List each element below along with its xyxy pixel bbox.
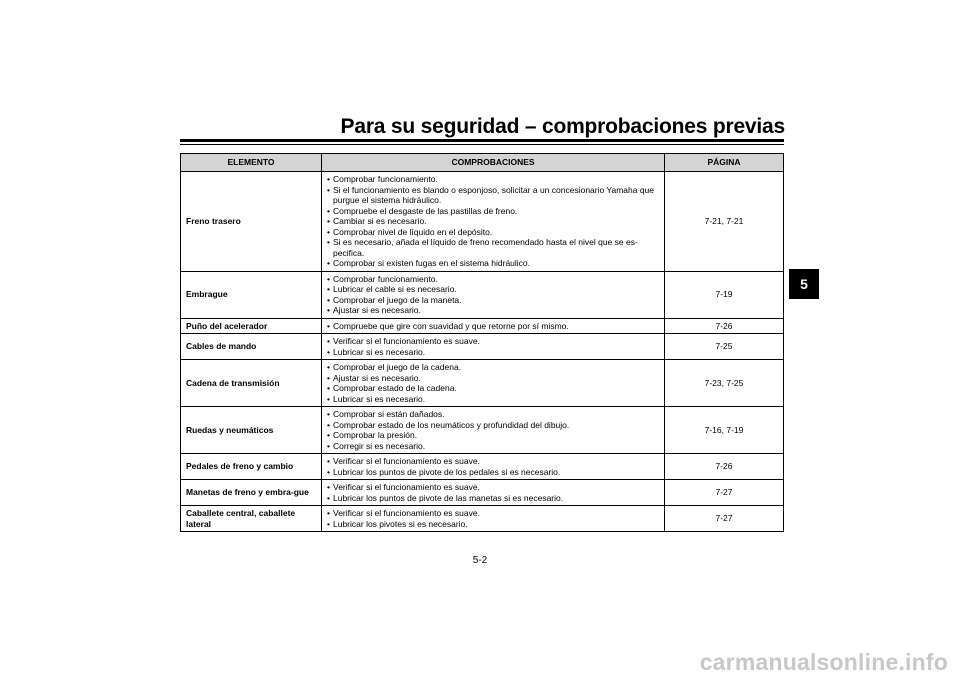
row-element: Manetas de freno y embra-gue xyxy=(181,480,322,506)
check-list xyxy=(327,321,659,332)
check-text: Verificar si el funcionamiento es suave. xyxy=(333,456,480,466)
check-list xyxy=(327,409,659,451)
column-header-element: ELEMENTO xyxy=(181,154,322,172)
check-item xyxy=(327,467,659,478)
check-item xyxy=(327,258,659,269)
check-list xyxy=(327,482,659,503)
check-item xyxy=(327,493,659,504)
check-item xyxy=(327,305,659,316)
check-text: Verificar si el funcionamiento es suave. xyxy=(333,336,480,346)
check-text: Comprobar el juego de la maneta. xyxy=(333,294,462,305)
table-body xyxy=(181,172,784,532)
table-row xyxy=(181,480,784,506)
check-list xyxy=(327,456,659,477)
check-item xyxy=(327,321,659,332)
row-checks xyxy=(322,334,665,360)
row-element: Ruedas y neumáticos xyxy=(181,407,322,454)
table-row xyxy=(181,506,784,532)
check-item xyxy=(327,274,659,285)
check-text: Comprobar la presión. xyxy=(333,430,418,440)
row-checks xyxy=(322,454,665,480)
check-item xyxy=(327,227,659,238)
row-page: 7-16, 7-19 xyxy=(665,407,784,454)
check-item xyxy=(327,456,659,467)
row-page: 7-19 xyxy=(665,271,784,318)
check-item xyxy=(327,284,659,295)
row-checks xyxy=(322,318,665,334)
check-list xyxy=(327,174,659,269)
check-list xyxy=(327,274,659,316)
check-text: Comprobar estado de la cadena. xyxy=(333,383,457,393)
row-element: Embrague xyxy=(181,271,322,318)
row-page: 7-23, 7-25 xyxy=(665,360,784,407)
check-item xyxy=(327,441,659,452)
title-rule-thin xyxy=(180,144,784,145)
check-list xyxy=(327,508,659,529)
row-checks xyxy=(322,271,665,318)
check-text: Si el funcionamiento es blando o esponjoso, solicitar a un concesionario Yamaha que purgue el sistema hidráulico. xyxy=(333,184,655,205)
row-element: Caballete central, caballete lateral xyxy=(181,506,322,532)
check-text: Compruebe que gire con suavidad y que retorne por sí mismo. xyxy=(333,320,569,331)
table-row xyxy=(181,334,784,360)
check-item xyxy=(327,216,659,227)
row-checks xyxy=(322,172,665,272)
check-text: Comprobar funcionamiento. xyxy=(333,273,438,284)
check-text: Ajustar si es necesario. xyxy=(333,305,421,315)
check-item xyxy=(327,482,659,493)
table-row xyxy=(181,407,784,454)
check-list xyxy=(327,362,659,404)
row-page: 7-25 xyxy=(665,334,784,360)
check-item xyxy=(327,508,659,519)
check-text: Lubricar el cable si es necesario. xyxy=(333,284,457,294)
row-element: Freno trasero xyxy=(181,172,322,272)
check-item xyxy=(327,206,659,217)
check-text: Comprobar si existen fugas en el sistema hidráulico. xyxy=(333,258,531,268)
row-checks xyxy=(322,407,665,454)
row-element: Puño del acelerador xyxy=(181,318,322,334)
row-element: Pedales de freno y cambio xyxy=(181,454,322,480)
row-page: 7-27 xyxy=(665,506,784,532)
checks-table xyxy=(180,153,784,532)
check-item xyxy=(327,373,659,384)
row-element: Cadena de transmisión xyxy=(181,360,322,407)
check-item xyxy=(327,394,659,405)
table-row xyxy=(181,454,784,480)
check-item xyxy=(327,409,659,420)
check-text: Comprobar estado de los neumáticos y profundidad del dibujo. xyxy=(333,419,570,430)
check-text: Si es necesario, añada el líquido de freno recomendado hasta el nivel que se es-pecifica. xyxy=(333,237,638,258)
check-text: Comprobar nivel de líquido en el depósito. xyxy=(333,226,493,237)
check-item xyxy=(327,237,659,258)
check-item xyxy=(327,347,659,358)
chapter-tab[interactable]: 5 xyxy=(789,269,819,299)
check-item xyxy=(327,519,659,530)
check-item xyxy=(327,174,659,185)
row-checks xyxy=(322,506,665,532)
check-text: Lubricar si es necesario. xyxy=(333,346,426,357)
check-item xyxy=(327,362,659,373)
table-header-row xyxy=(181,154,784,172)
check-text: Verificar si el funcionamiento es suave. xyxy=(333,508,480,518)
check-text: Cambiar si es necesario. xyxy=(333,216,427,226)
table-row xyxy=(181,172,784,272)
check-text: Corregir si es necesario. xyxy=(333,440,426,451)
check-text: Verificar si el funcionamiento es suave. xyxy=(333,482,480,492)
watermark[interactable]: carmanualsonline.info xyxy=(699,649,948,675)
check-item xyxy=(327,295,659,306)
row-checks xyxy=(322,360,665,407)
row-element: Cables de mando xyxy=(181,334,322,360)
table-row xyxy=(181,318,784,334)
check-text: Compruebe el desgaste de las pastillas de freno. xyxy=(333,205,518,216)
table-row xyxy=(181,360,784,407)
check-item xyxy=(327,383,659,394)
check-item xyxy=(327,420,659,431)
check-text: Lubricar los puntos de pivote de los pedales si es necesario. xyxy=(333,466,561,477)
check-text: Comprobar si están dañados. xyxy=(333,409,445,419)
check-text: Comprobar funcionamiento. xyxy=(333,174,438,184)
check-list xyxy=(327,336,659,357)
check-item xyxy=(327,185,659,206)
row-page: 7-27 xyxy=(665,480,784,506)
check-item xyxy=(327,430,659,441)
title-rule-thick xyxy=(180,139,784,142)
column-header-page: PÁGINA xyxy=(665,154,784,172)
check-item xyxy=(327,336,659,347)
row-page: 7-21, 7-21 xyxy=(665,172,784,272)
page-number: 5-2 xyxy=(472,555,488,566)
check-text: Ajustar si es necesario. xyxy=(333,372,421,383)
column-header-checks: COMPROBACIONES xyxy=(322,154,665,172)
row-page: 7-26 xyxy=(665,454,784,480)
check-text: Comprobar el juego de la cadena. xyxy=(333,362,462,372)
check-text: Lubricar si es necesario. xyxy=(333,393,426,404)
row-checks xyxy=(322,480,665,506)
check-text: Lubricar los puntos de pivote de las manetas si es necesario. xyxy=(333,492,564,503)
row-page: 7-26 xyxy=(665,318,784,334)
table-row xyxy=(181,271,784,318)
page-title: Para su seguridad – comprobaciones previas xyxy=(340,115,785,138)
check-text: Lubricar los pivotes si es necesario. xyxy=(333,518,468,529)
